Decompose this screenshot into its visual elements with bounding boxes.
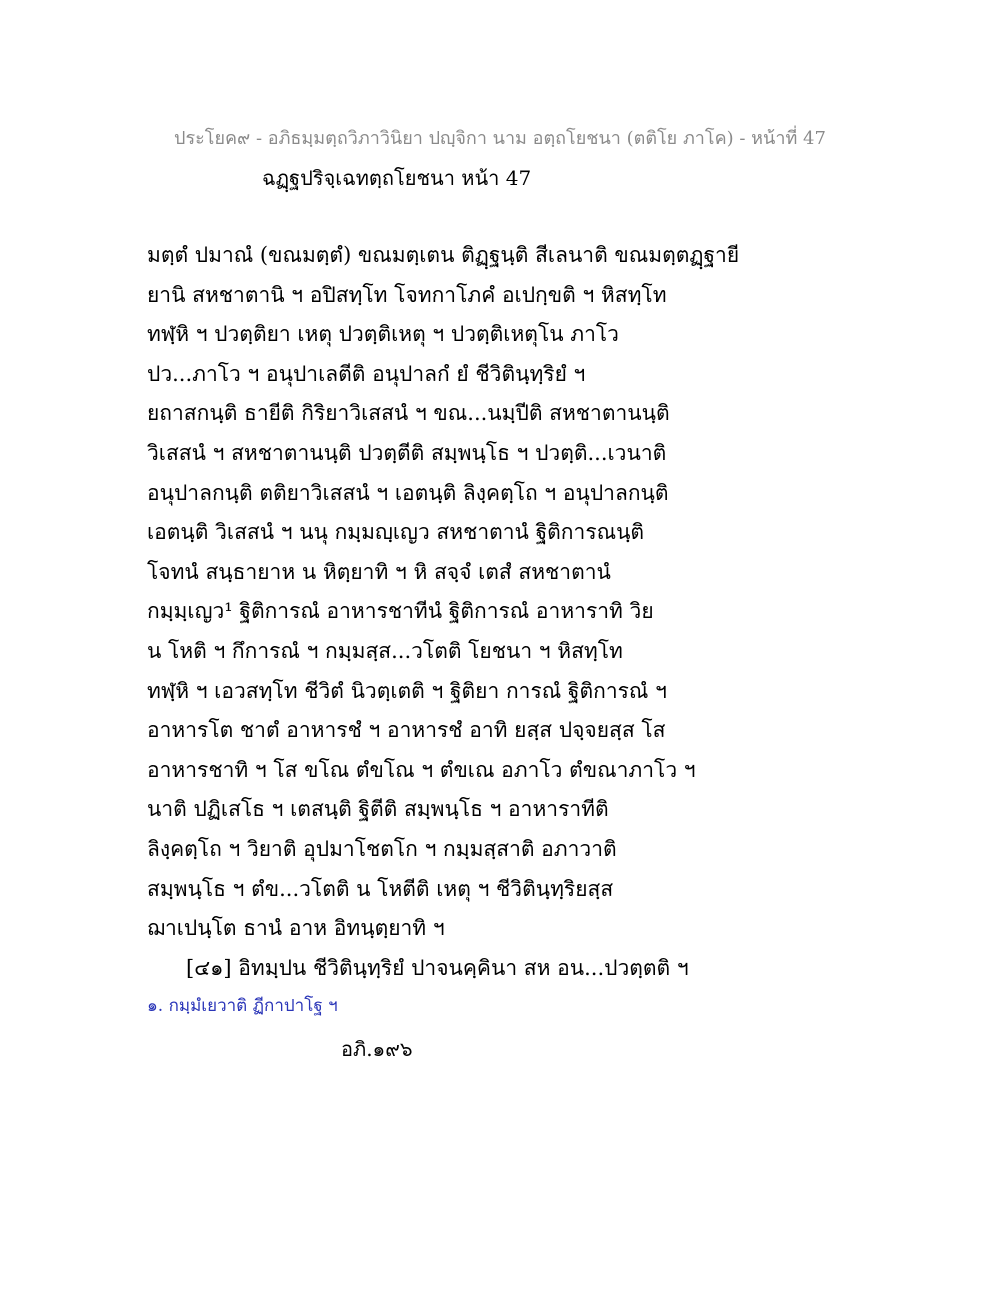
body-line: ยานิ สหชาตานิ ฯ อปิสทฺโท โจทกาโภคํ อเปกฺขติ ฯ หิสทฺโท — [147, 282, 667, 307]
running-header: ประโยค๙ - อภิธมฺมตฺถวิภาวินิยา ปญฺจิกา นาม อตฺถโยชนา (ตติโย ภาโค) - หน้าที่ 47 — [174, 128, 826, 149]
body-line: น โหติ ฯ กึการณํ ฯ กมฺมสฺส...วโตติ โยชนา ฯ หิสทฺโท — [147, 638, 623, 663]
body-line: ทฬฺหิ ฯ เอวสทฺโท ชีวิตํ นิวตฺเตติ ฯ ฐิติยา การณํ ฐิติการณํ ฯ — [147, 678, 667, 703]
body-line: สมฺพนฺโธ ฯ ตํข...วโตติ น โหตีติ เหตุ ฯ ชีวิตินฺทฺริยสฺส — [147, 876, 614, 901]
body-line: ปว...ภาโว ฯ อนุปาเลตีติ อนุปาลกํ ยํ ชีวิตินฺทฺริยํ ฯ — [147, 361, 586, 386]
page-reference: อภิ.๑๙๖ — [341, 1037, 413, 1061]
body-line: อาหารโต ชาตํ อาหารชํ ฯ อาหารชํ อาทิ ยสฺส ปจฺจยสฺส โส — [147, 718, 666, 743]
body-line: นาติ ปฏิเสโธ ฯ เตสนฺติ ฐิตีติ สมฺพนฺโธ ฯ อาหาราทีติ — [147, 797, 609, 822]
body-line: โจทนํ สนฺธายาห น หิตฺยาทิ ฯ หิ สจฺจํ เตสํ สหชาตานํ — [147, 559, 611, 584]
body-line: อาหารชาทิ ฯ โส ขโณ ตํขโณ ฯ ตํขเณ อภาโว ตํขณาภาโว ฯ — [147, 757, 696, 782]
body-line: มตฺตํ ปมาณํ (ขณมตฺตํ) ขณมตฺเตน ติฏฺฐนฺติ สีเลนาติ ขณมตฺตฏฺฐายี — [147, 243, 740, 267]
body-text — [147, 236, 867, 949]
footnote: ๑. กมฺมํเยวาติ ฏีกาปาโฐ ฯ — [147, 996, 338, 1016]
body-line: ลิงฺคตฺโถ ฯ วิยาติ อุปมาโชตโก ฯ กมฺมสฺสาติ อภาวาติ — [147, 836, 617, 861]
body-line: เอตนฺติ วิเสสนํ ฯ นนุ กมฺมญฺเญว สหชาตานํ ฐิติการณนฺติ — [147, 520, 645, 545]
body-line: วิเสสนํ ฯ สหชาตานนฺติ ปวตฺตีติ สมฺพนฺโธ ฯ ปวตฺติ...เวนาติ — [147, 440, 667, 465]
body-line: ยถาสกนฺติ ธายีติ กิริยาวิเสสนํ ฯ ขณ...นมฺปีติ สหชาตานนฺติ — [147, 401, 670, 426]
paragraph-line: [๔๑] อิทมฺปน ชีวิตินฺทฺริยํ ปาจนคฺคินา สห อน...ปวตฺตติ ฯ — [186, 956, 689, 980]
body-line: ฌาเปนฺโต ธานํ อาห อิทนฺตฺยาทิ ฯ — [147, 916, 445, 941]
section-heading: ฉฏฺฐปริจฺเฉทตฺถโยชนา หน้า 47 — [262, 166, 532, 190]
body-line: ทฬฺหิ ฯ ปวตฺติยา เหตุ ปวตฺติเหตุ ฯ ปวตฺติเหตุโน ภาโว — [147, 322, 619, 347]
body-line: อนุปาลกนฺติ ตติยาวิเสสนํ ฯ เอตนฺติ ลิงฺคตฺโถ ฯ อนุปาลกนฺติ — [147, 480, 669, 505]
body-line: กมฺมฺเญว¹ ฐิติการณํ อาหารชาทีนํ ฐิติการณํ อาหาราทิ วิย — [147, 599, 654, 624]
